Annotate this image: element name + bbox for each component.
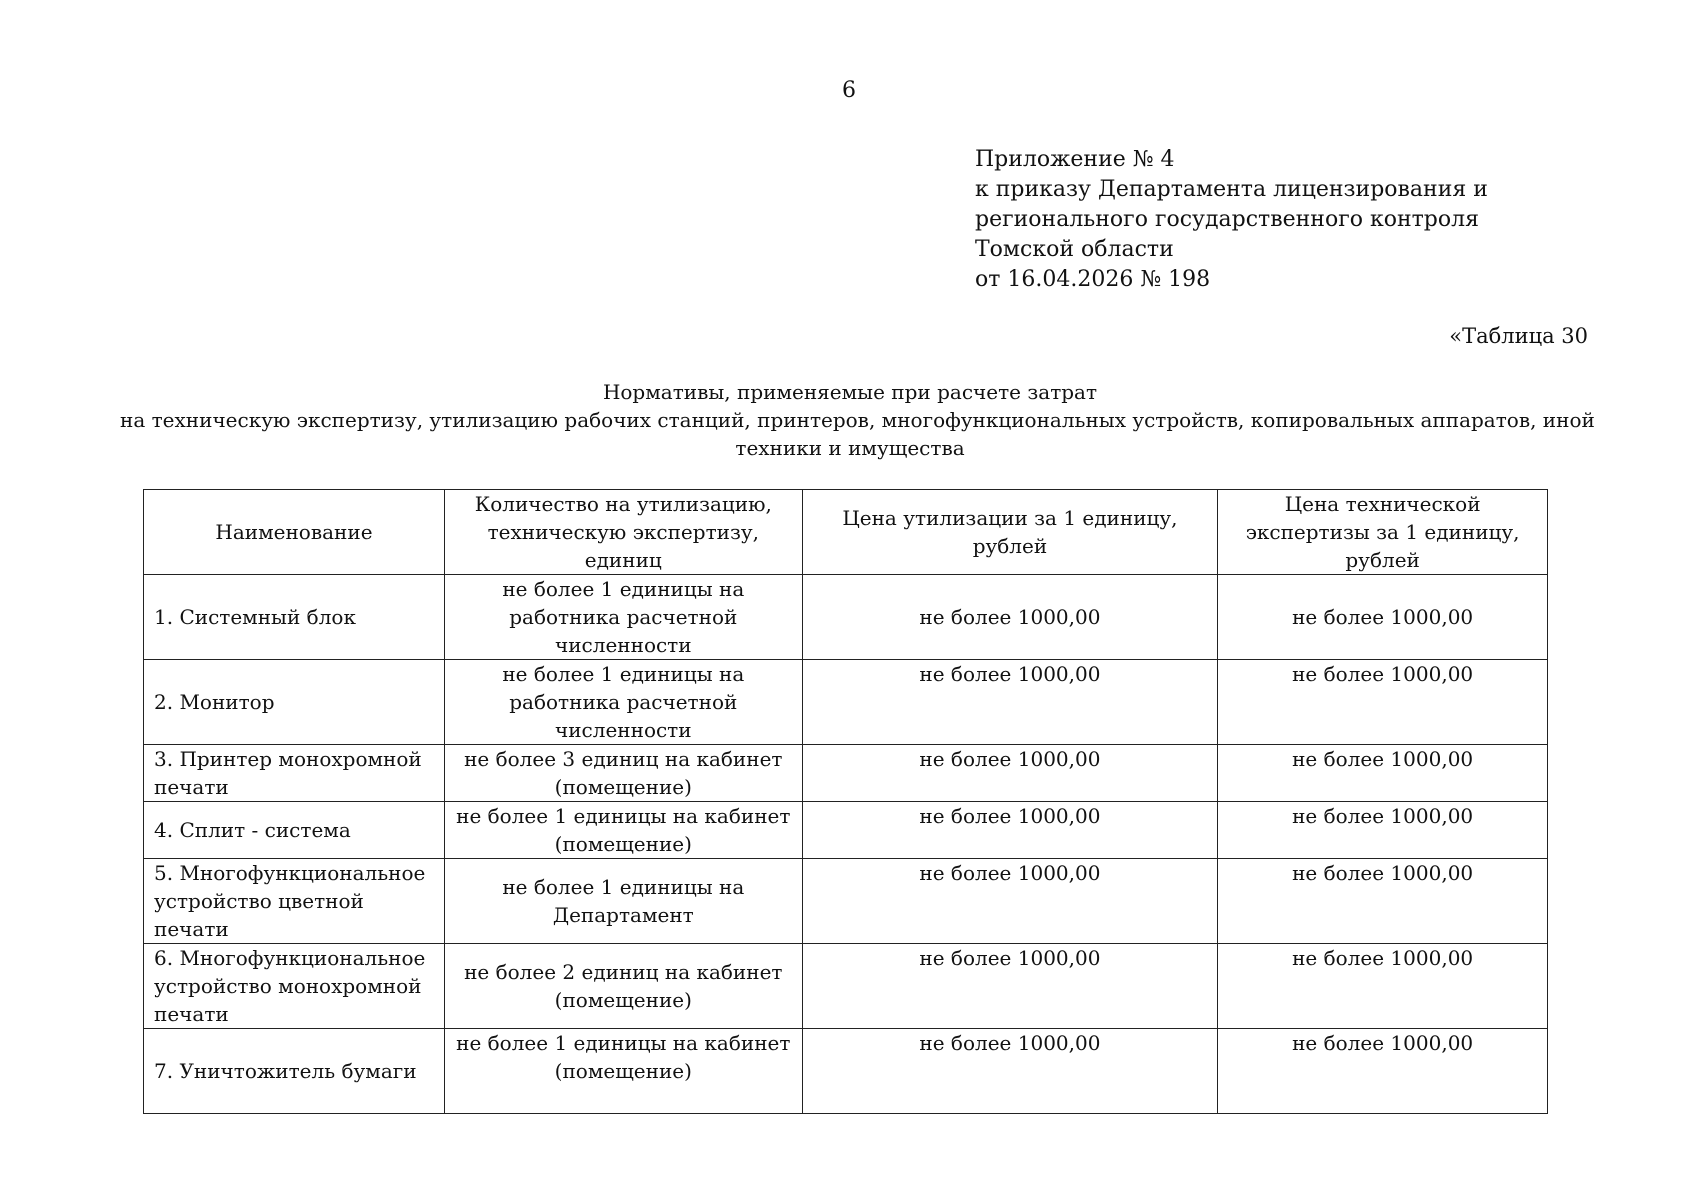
table-header-row: [144, 490, 1548, 575]
cell-disposal-price: не более 1000,00: [802, 1029, 1218, 1114]
title-line: Нормативы, применяемые при расчете затрат: [602, 380, 1098, 404]
cell-expertise-price: не более 1000,00: [1218, 859, 1548, 944]
cell-name: 2. Монитор: [144, 660, 445, 745]
cell-disposal-price: не более 1000,00: [802, 802, 1218, 859]
norms-table: [143, 489, 1548, 1114]
title-line: техники и имущества: [735, 436, 965, 460]
cell-expertise-price: не более 1000,00: [1218, 944, 1548, 1029]
appendix-date-number: от 16.04.2026 № 198: [975, 267, 1211, 292]
cell-expertise-price: не более 1000,00: [1218, 745, 1548, 802]
cell-expertise-price: не более 1000,00: [1218, 802, 1548, 859]
cell-disposal-price: не более 1000,00: [802, 660, 1218, 745]
cell-name: 3. Принтер монохромной печати: [144, 745, 445, 802]
table-row: [144, 745, 1548, 802]
cell-name: 1. Системный блок: [144, 575, 445, 660]
table-row: [144, 802, 1548, 859]
cell-name: 6. Многофункциональное устройство монохромной печати: [144, 944, 445, 1029]
header-name: Наименование: [144, 490, 445, 575]
table-label: «Таблица 30: [1449, 324, 1588, 348]
appendix-line: регионального государственного контроля: [975, 207, 1479, 232]
cell-expertise-price: не более 1000,00: [1218, 1029, 1548, 1114]
header-quantity: Количество на утилизацию, техническую экспертизу, единиц: [444, 490, 802, 575]
table-row: [144, 859, 1548, 944]
cell-disposal-price: не более 1000,00: [802, 859, 1218, 944]
cell-quantity: не более 3 единиц на кабинет (помещение): [444, 745, 802, 802]
cell-disposal-price: не более 1000,00: [802, 745, 1218, 802]
cell-name: 5. Многофункциональное устройство цветной печати: [144, 859, 445, 944]
table-row: [144, 1029, 1548, 1114]
appendix-line: к приказу Департамента лицензирования и: [975, 177, 1488, 202]
cell-quantity: не более 1 единицы на Департамент: [444, 859, 802, 944]
table-row: [144, 575, 1548, 660]
cell-disposal-price: не более 1000,00: [802, 575, 1218, 660]
header-disposal-price: Цена утилизации за 1 единицу, рублей: [802, 490, 1218, 575]
cell-quantity: не более 1 единицы на кабинет (помещение): [444, 802, 802, 859]
cell-expertise-price: не более 1000,00: [1218, 660, 1548, 745]
cell-name: 7. Уничтожитель бумаги: [144, 1029, 445, 1114]
cell-quantity: не более 1 единицы на работника расчетной численности: [444, 660, 802, 745]
appendix-line: Томской области: [975, 237, 1174, 262]
title-line: на техническую экспертизу, утилизацию рабочих станций, принтеров, многофункциональных устройств, копировальных аппаратов, иной: [120, 408, 1595, 432]
cell-quantity: не более 1 единицы на работника расчетной численности: [444, 575, 802, 660]
table-row: [144, 660, 1548, 745]
page-number: 6: [842, 78, 856, 103]
appendix-block: [975, 145, 1488, 295]
cell-name: 4. Сплит - система: [144, 802, 445, 859]
cell-quantity: не более 2 единиц на кабинет (помещение): [444, 944, 802, 1029]
document-title: [120, 378, 1595, 462]
table-row: [144, 944, 1548, 1029]
header-expertise-price: Цена технической экспертизы за 1 единицу, рублей: [1218, 490, 1548, 575]
cell-disposal-price: не более 1000,00: [802, 944, 1218, 1029]
cell-quantity: не более 1 единицы на кабинет (помещение): [444, 1029, 802, 1114]
cell-expertise-price: не более 1000,00: [1218, 575, 1548, 660]
appendix-title: Приложение № 4: [975, 147, 1175, 172]
